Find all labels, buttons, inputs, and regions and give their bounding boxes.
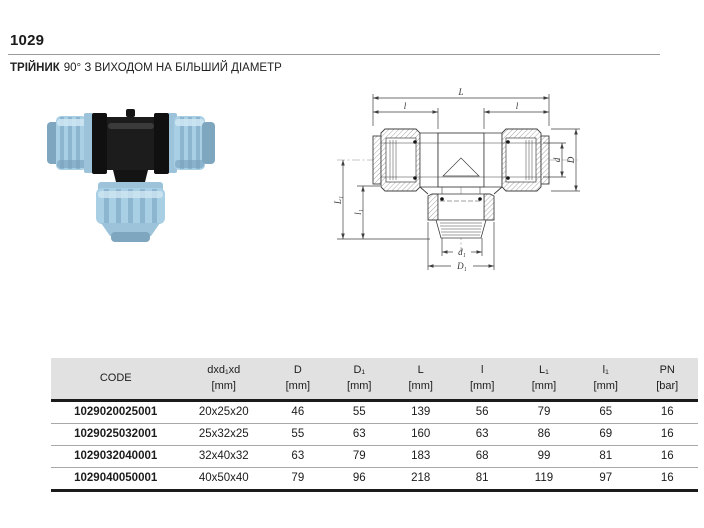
- dim-label-D: D: [566, 156, 576, 164]
- column-header-PN: PN [bar]: [636, 358, 698, 401]
- page-title: [10, 62, 282, 74]
- cell-l: 56: [451, 401, 512, 424]
- cell-L1: 86: [513, 424, 575, 446]
- cell-l1: 65: [575, 401, 636, 424]
- cell-D: 79: [267, 468, 328, 491]
- cell-D1: 96: [329, 468, 390, 491]
- cell-PN: 16: [636, 424, 698, 446]
- column-header-code: CODE: [51, 358, 180, 401]
- photo-right-nut: [168, 113, 215, 173]
- cell-L: 183: [390, 446, 451, 468]
- technical-drawing: [330, 84, 602, 284]
- cell-L1: 79: [513, 401, 575, 424]
- cell-dims: 25x32x25: [180, 424, 267, 446]
- cell-L: 218: [390, 468, 451, 491]
- cell-code: 1029032040001: [51, 446, 180, 468]
- cell-PN: 16: [636, 446, 698, 468]
- cell-D1: 63: [329, 424, 390, 446]
- spec-table: [51, 358, 698, 492]
- dim-label-d: d: [552, 157, 562, 163]
- cell-l: 63: [451, 424, 512, 446]
- table-row: [51, 468, 698, 491]
- cell-code: 1029040050001: [51, 468, 180, 491]
- photo-left-nut: [47, 113, 93, 173]
- table-row: [51, 401, 698, 424]
- header-divider: [8, 54, 660, 55]
- cell-l: 68: [451, 446, 512, 468]
- cell-PN: 16: [636, 401, 698, 424]
- product-series-code: 1029: [10, 32, 45, 49]
- cell-l1: 69: [575, 424, 636, 446]
- product-photo: [40, 100, 240, 245]
- column-header-l1: l₁ [mm]: [575, 358, 636, 401]
- column-header-L1: L₁ [mm]: [513, 358, 575, 401]
- cell-D1: 79: [329, 446, 390, 468]
- header-row: [51, 358, 698, 401]
- cell-l1: 97: [575, 468, 636, 491]
- cell-dims: 32x40x32: [180, 446, 267, 468]
- cell-L: 139: [390, 401, 451, 424]
- dim-label-L: L: [458, 87, 464, 97]
- dim-label-l-right: l: [515, 101, 519, 111]
- table-row: [51, 424, 698, 446]
- cell-l: 81: [451, 468, 512, 491]
- cell-D1: 55: [329, 401, 390, 424]
- dim-label-D1: D₁: [457, 261, 467, 271]
- column-header-D: D [mm]: [267, 358, 328, 401]
- photo-bottom-nut: [96, 182, 165, 242]
- page-title-description: 90° З ВИХОДОМ НА БІЛЬШИЙ ДІАМЕТР: [63, 62, 282, 74]
- cell-PN: 16: [636, 468, 698, 491]
- table-row: [51, 446, 698, 468]
- column-header-D1: D₁ [mm]: [329, 358, 390, 401]
- dim-label-L1: L₁: [333, 195, 343, 205]
- photo-body: [92, 109, 169, 186]
- dim-label-l-left: l: [403, 101, 407, 111]
- cell-code: 1029025032001: [51, 424, 180, 446]
- cell-L: 160: [390, 424, 451, 446]
- cell-code: 1029020025001: [51, 401, 180, 424]
- cell-L1: 99: [513, 446, 575, 468]
- cell-L1: 119: [513, 468, 575, 491]
- dim-label-l1: l₁: [353, 209, 363, 215]
- column-header-L: L [mm]: [390, 358, 451, 401]
- dim-label-d1: d₁: [458, 247, 466, 257]
- cell-dims: 20x25x20: [180, 401, 267, 424]
- cell-D: 55: [267, 424, 328, 446]
- page-title-product: ТРІЙНИК: [10, 62, 60, 74]
- cell-D: 63: [267, 446, 328, 468]
- cell-dims: 40x50x40: [180, 468, 267, 491]
- cell-D: 46: [267, 401, 328, 424]
- column-header-l: l [mm]: [451, 358, 512, 401]
- fitting-section: [373, 129, 549, 238]
- column-header-dxd1xd: dxd₁xd [mm]: [180, 358, 267, 401]
- cell-l1: 81: [575, 446, 636, 468]
